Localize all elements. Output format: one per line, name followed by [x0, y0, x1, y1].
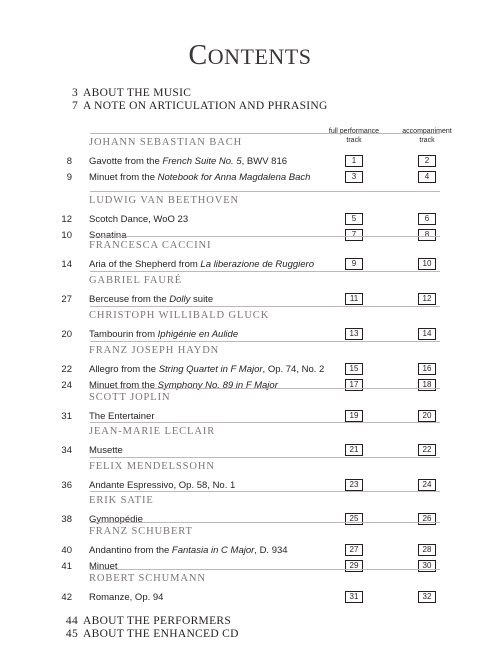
piece-title[interactable]: Minuet from the Notebook for Anna Magdalena Bach — [89, 172, 311, 183]
section-divider — [90, 569, 440, 570]
section-divider — [90, 306, 440, 307]
accompaniment-track-number[interactable]: 22 — [418, 444, 436, 456]
composer-name: JOHANN SEBASTIAN BACH — [89, 137, 243, 148]
accompaniment-track-number[interactable]: 10 — [418, 258, 436, 270]
piece-title[interactable]: The Entertainer — [89, 411, 155, 422]
piece-page-number: 8 — [66, 156, 72, 167]
composer-name: ROBERT SCHUMANN — [89, 573, 206, 584]
full-performance-track-number[interactable]: 7 — [345, 229, 363, 241]
column-header-full: full performance track — [328, 128, 380, 144]
composer-name: FRANZ SCHUBERT — [89, 526, 193, 537]
piece-title[interactable]: Berceuse from the Dolly suite — [89, 294, 214, 305]
accompaniment-track-number[interactable]: 28 — [418, 544, 436, 556]
section-divider — [90, 271, 440, 272]
toc-entry-label[interactable]: A NOTE ON ARTICULATION AND PHRASING — [83, 100, 328, 112]
composer-name: CHRISTOPH WILLIBALD GLUCK — [89, 310, 270, 321]
full-performance-track-number[interactable]: 29 — [345, 560, 363, 572]
piece-page-number: 42 — [61, 592, 72, 603]
accompaniment-track-number[interactable]: 18 — [418, 379, 436, 391]
full-performance-track-number[interactable]: 23 — [345, 479, 363, 491]
toc-entry-label[interactable]: ABOUT THE PERFORMERS — [83, 615, 232, 627]
composer-name: FRANZ JOSEPH HAYDN — [89, 345, 220, 356]
section-divider — [90, 133, 440, 134]
piece-page-number: 27 — [61, 294, 72, 305]
page-title: CONTENTS — [188, 40, 312, 71]
full-performance-track-number[interactable]: 15 — [345, 363, 363, 375]
piece-page-number: 12 — [61, 214, 72, 225]
accompaniment-track-number[interactable]: 6 — [418, 213, 436, 225]
piece-title[interactable]: Gymnopédie — [89, 514, 143, 525]
piece-page-number: 10 — [61, 230, 72, 241]
full-performance-track-number[interactable]: 17 — [345, 379, 363, 391]
section-divider — [90, 341, 440, 342]
piece-title[interactable]: Tambourin from Iphigénie en Aulide — [89, 329, 239, 340]
piece-title[interactable]: Aria of the Shepherd from La liberazione de Ruggiero — [89, 259, 314, 270]
section-divider — [90, 422, 440, 423]
composer-name: FRANCESCA CACCINI — [89, 240, 212, 251]
toc-entry-label[interactable]: ABOUT THE MUSIC — [83, 87, 192, 99]
toc-entry-label[interactable]: ABOUT THE ENHANCED CD — [83, 628, 239, 640]
full-performance-track-number[interactable]: 1 — [345, 155, 363, 167]
accompaniment-track-number[interactable]: 16 — [418, 363, 436, 375]
piece-title[interactable]: Sonatina — [89, 230, 127, 241]
toc-page-number: 45 — [65, 628, 78, 640]
piece-title[interactable]: Scotch Dance, WoO 23 — [89, 214, 189, 225]
accompaniment-track-number[interactable]: 24 — [418, 479, 436, 491]
piece-title[interactable]: Andante Espressivo, Op. 58, No. 1 — [89, 480, 236, 491]
piece-title[interactable]: Andantino from the Fantasia in C Major, D. 934 — [89, 545, 288, 556]
composer-name: ERIK SATIE — [89, 495, 154, 506]
toc-page-number: 7 — [71, 100, 78, 112]
section-divider — [90, 457, 440, 458]
accompaniment-track-number[interactable]: 20 — [418, 410, 436, 422]
toc-page-number: 44 — [65, 615, 78, 627]
composer-name: FELIX MENDELSSOHN — [89, 461, 215, 472]
full-performance-track-number[interactable]: 5 — [345, 213, 363, 225]
full-performance-track-number[interactable]: 25 — [345, 513, 363, 525]
accompaniment-track-number[interactable]: 8 — [418, 229, 436, 241]
accompaniment-track-number[interactable]: 32 — [418, 591, 436, 603]
full-performance-track-number[interactable]: 9 — [345, 258, 363, 270]
column-header-accompaniment: accompaniment track — [402, 128, 452, 144]
piece-page-number: 36 — [61, 480, 72, 491]
piece-page-number: 40 — [61, 545, 72, 556]
section-divider — [90, 491, 440, 492]
toc-page-number: 3 — [71, 87, 78, 99]
piece-page-number: 41 — [61, 561, 72, 572]
piece-page-number: 9 — [66, 172, 72, 183]
accompaniment-track-number[interactable]: 26 — [418, 513, 436, 525]
piece-title[interactable]: Allegro from the String Quartet in F Major, Op. 74, No. 2 — [89, 364, 325, 375]
composer-name: JEAN-MARIE LECLAIR — [89, 426, 216, 437]
piece-title[interactable]: Romanze, Op. 94 — [89, 592, 164, 603]
piece-page-number: 34 — [61, 445, 72, 456]
piece-page-number: 38 — [61, 514, 72, 525]
accompaniment-track-number[interactable]: 14 — [418, 328, 436, 340]
piece-title[interactable]: Minuet — [89, 561, 118, 572]
full-performance-track-number[interactable]: 31 — [345, 591, 363, 603]
full-performance-track-number[interactable]: 19 — [345, 410, 363, 422]
section-divider — [90, 522, 440, 523]
full-performance-track-number[interactable]: 21 — [345, 444, 363, 456]
full-performance-track-number[interactable]: 11 — [345, 293, 363, 305]
composer-name: GABRIEL FAURÉ — [89, 275, 183, 286]
composer-name: SCOTT JOPLIN — [89, 392, 171, 403]
accompaniment-track-number[interactable]: 4 — [418, 171, 436, 183]
piece-title[interactable]: Musette — [89, 445, 123, 456]
section-divider — [90, 191, 440, 192]
full-performance-track-number[interactable]: 27 — [345, 544, 363, 556]
piece-page-number: 20 — [61, 329, 72, 340]
accompaniment-track-number[interactable]: 2 — [418, 155, 436, 167]
section-divider — [90, 236, 440, 237]
accompaniment-track-number[interactable]: 30 — [418, 560, 436, 572]
piece-title[interactable]: Gavotte from the French Suite No. 5, BWV 816 — [89, 156, 288, 167]
piece-page-number: 22 — [61, 364, 72, 375]
full-performance-track-number[interactable]: 13 — [345, 328, 363, 340]
accompaniment-track-number[interactable]: 12 — [418, 293, 436, 305]
composer-name: LUDWIG VAN BEETHOVEN — [89, 195, 240, 206]
piece-title[interactable]: Minuet from the Symphony No. 89 in F Major — [89, 380, 278, 391]
piece-page-number: 31 — [61, 411, 72, 422]
section-divider — [90, 388, 440, 389]
piece-page-number: 24 — [61, 380, 72, 391]
full-performance-track-number[interactable]: 3 — [345, 171, 363, 183]
piece-page-number: 14 — [61, 259, 72, 270]
